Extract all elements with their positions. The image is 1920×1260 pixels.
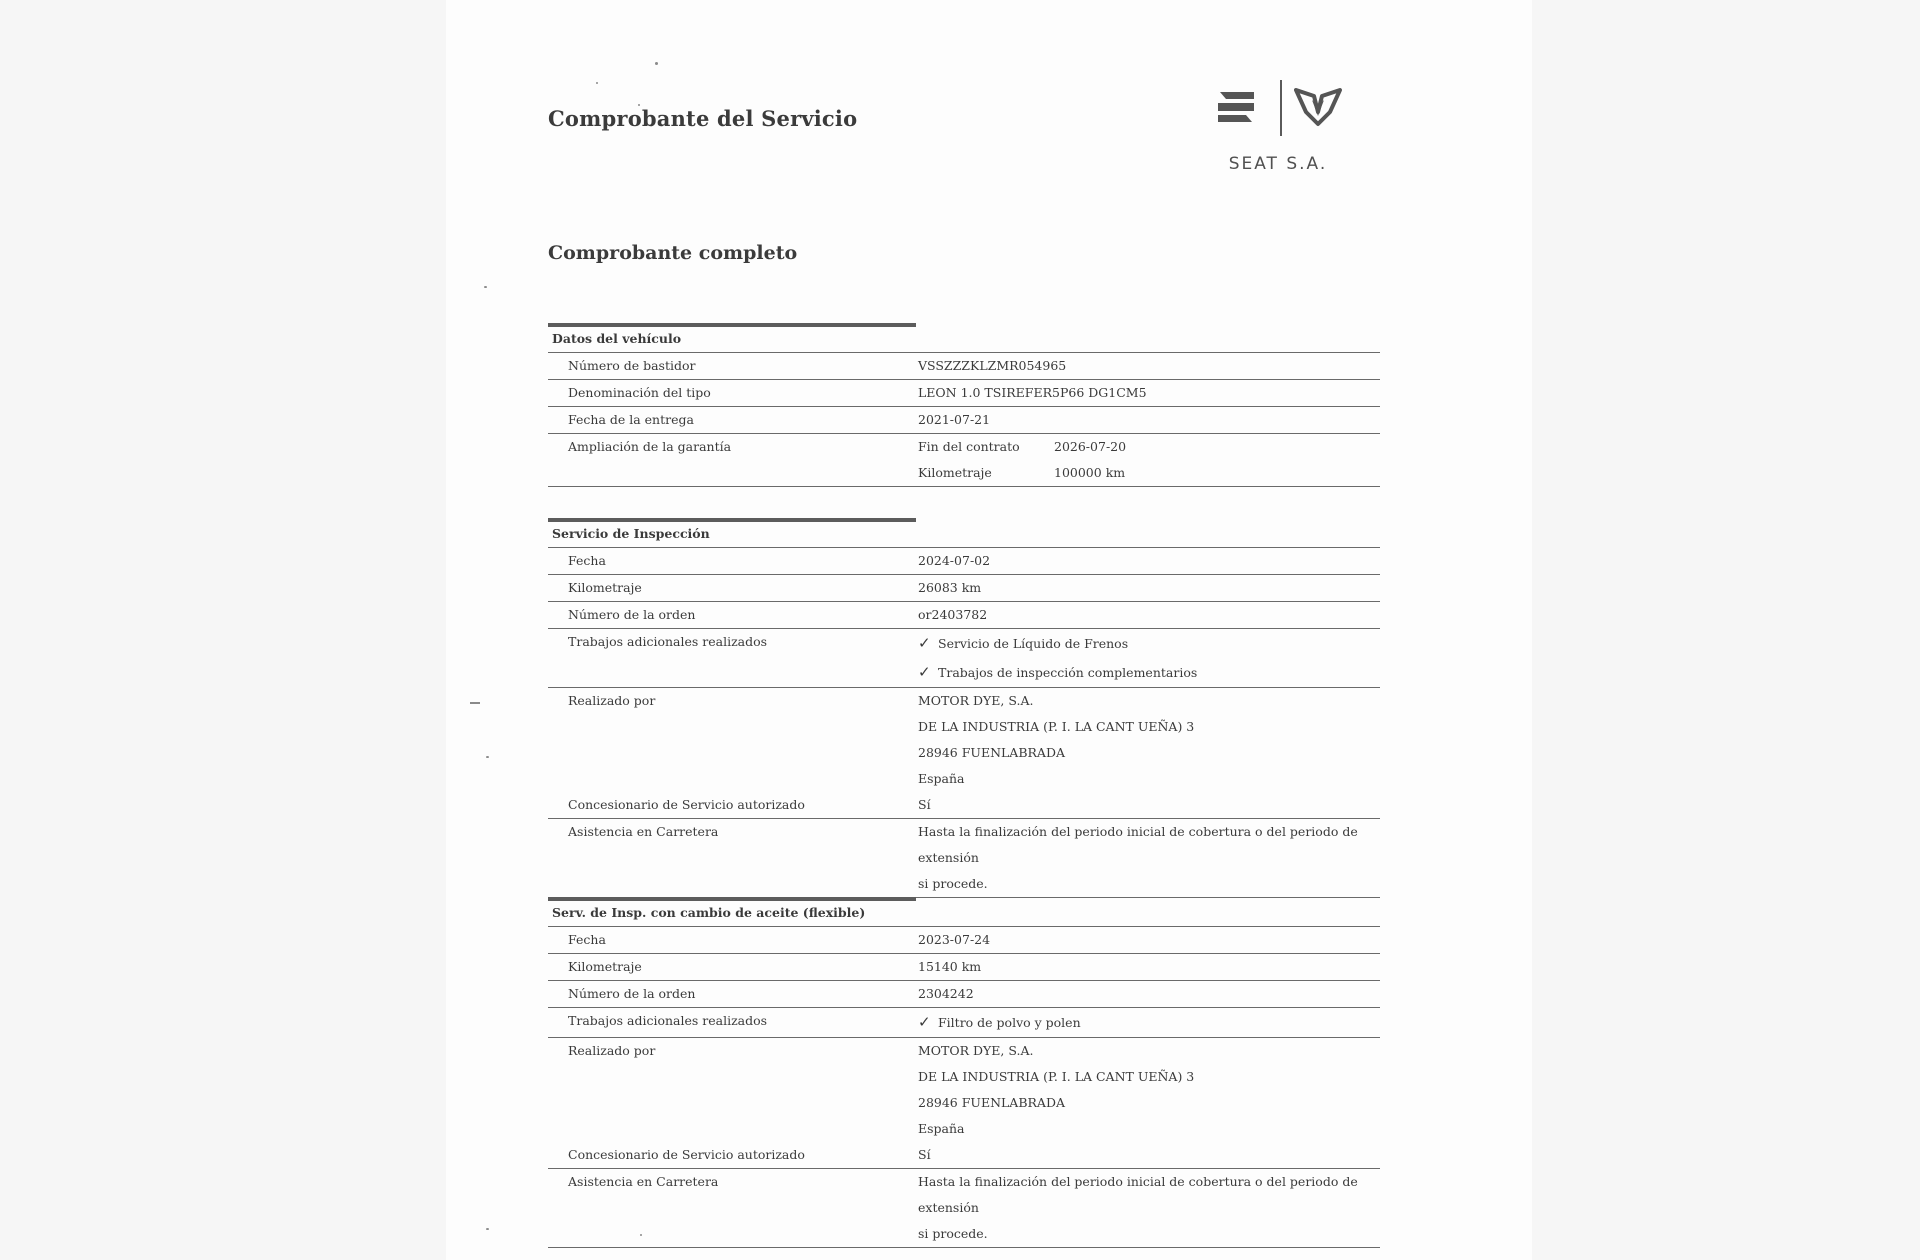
row-label: Asistencia en Carretera [568,1174,719,1189]
work-item-label: Trabajos de inspección complementarios [938,665,1198,680]
document-title: Comprobante del Servicio [548,106,858,131]
row-label: Asistencia en Carretera [568,824,719,839]
km-value: 15140 km [918,959,982,974]
seat-logo-icon [1216,90,1256,124]
work-item [918,658,1380,687]
row-label: Número de la orden [568,986,696,1001]
row-label: Kilometraje [568,580,642,595]
model-type-value: LEON 1.0 TSIREFER5P66 DG1CM5 [918,385,1147,400]
row-label: Concesionario de Servicio autorizado [568,1147,805,1162]
dealer-address: DE LA INDUSTRIA (P. I. LA CANT UEÑA) 3 [918,1069,1195,1084]
table-row [548,954,1380,981]
checkmark-icon: ✓ [918,634,931,652]
scan-speck [486,1228,489,1230]
row-label: Número de bastidor [568,358,696,373]
table-row [548,1008,1380,1038]
work-item-label: Servicio de Líquido de Frenos [938,636,1129,651]
section-heading: Comprobante completo [548,242,798,264]
order-value: 2304242 [918,986,974,1001]
table-row [548,1038,1380,1142]
delivery-date-value: 2021-07-21 [918,412,991,427]
assistance-line: si procede. [918,876,988,891]
order-value: or2403782 [918,607,988,622]
row-label: Trabajos adicionales realizados [568,634,768,649]
inspection-section [548,518,1380,898]
table-row [548,575,1380,602]
scan-speck [486,756,489,758]
dealer-name: MOTOR DYE, S.A. [918,1043,1034,1058]
row-label: Fecha [568,553,606,568]
table-row [548,629,1380,688]
section-title: Servicio de Inspección [548,522,1380,548]
roadside-assistance-value [918,1169,1380,1247]
dealer-city: 28946 FUENLABRADA [918,1095,1066,1110]
dealer-country: España [918,771,965,786]
km-value: 26083 km [918,580,982,595]
row-label: Fecha de la entrega [568,412,694,427]
work-item [918,629,1380,658]
warranty-end-value: 2026-07-20 [1054,439,1127,454]
table-row [548,1169,1380,1248]
row-label: Trabajos adicionales realizados [568,1013,768,1028]
table-row [548,792,1380,819]
row-label: Realizado por [568,693,656,708]
assistance-line: si procede. [918,1226,988,1241]
assistance-line: Hasta la finalización del periodo inicial de cobertura o del periodo de extensión [918,1174,1358,1215]
row-label: Kilometraje [568,959,642,974]
scan-speck [655,62,658,65]
scan-speck [470,702,480,704]
work-item [918,1008,1380,1037]
table-row [548,688,1380,792]
date-value: 2023-07-24 [918,932,991,947]
assistance-line: Hasta la finalización del periodo inicial de cobertura o del periodo de extensión [918,824,1358,865]
warranty-end-label: Fin del contrato [918,439,1020,454]
scan-speck [484,286,487,288]
row-label: Denominación del tipo [568,385,711,400]
oil-service-section [548,897,1380,1248]
warranty-km-value: 100000 km [1054,465,1126,480]
dealer-name: MOTOR DYE, S.A. [918,693,1034,708]
table-row [548,602,1380,629]
checkmark-icon: ✓ [918,663,931,681]
cupra-logo-icon [1294,86,1342,128]
table-row [548,981,1380,1008]
table-row [548,407,1380,434]
row-label: Fecha [568,932,606,947]
date-value: 2024-07-02 [918,553,991,568]
scan-speck [596,82,598,84]
vehicle-data-section [548,323,1380,487]
warranty-km-line [918,460,1380,486]
brand-divider [1280,80,1282,136]
section-title: Serv. de Insp. con cambio de aceite (flexible) [548,901,1380,927]
authorized-dealer-value: Sí [918,797,931,812]
dealer-address: DE LA INDUSTRIA (P. I. LA CANT UEÑA) 3 [918,719,1195,734]
row-label: Realizado por [568,1043,656,1058]
work-item-label: Filtro de polvo y polen [938,1015,1081,1030]
brand-block [1208,78,1348,174]
works-value [918,1008,1380,1037]
table-row [548,1142,1380,1169]
warranty-km-label: Kilometraje [918,465,992,480]
warranty-end-line [918,434,1380,460]
table-row [548,927,1380,954]
dealer-country: España [918,1121,965,1136]
row-label: Concesionario de Servicio autorizado [568,797,805,812]
vin-value: VSSZZZKLZMR054965 [918,358,1067,373]
works-value [918,629,1380,687]
checkmark-icon: ✓ [918,1013,931,1031]
table-row [548,353,1380,380]
performed-by-value [918,688,1380,792]
table-row [548,434,1380,487]
authorized-dealer-value: Sí [918,1147,931,1162]
row-label: Ampliación de la garantía [568,439,732,454]
performed-by-value [918,1038,1380,1142]
table-row [548,380,1380,407]
row-label: Número de la orden [568,607,696,622]
dealer-city: 28946 FUENLABRADA [918,745,1066,760]
brand-name: SEAT S.A. [1228,154,1328,174]
warranty-value [918,434,1380,486]
table-row [548,819,1380,898]
section-title: Datos del vehículo [548,327,1380,353]
roadside-assistance-value [918,819,1380,897]
table-row [548,548,1380,575]
